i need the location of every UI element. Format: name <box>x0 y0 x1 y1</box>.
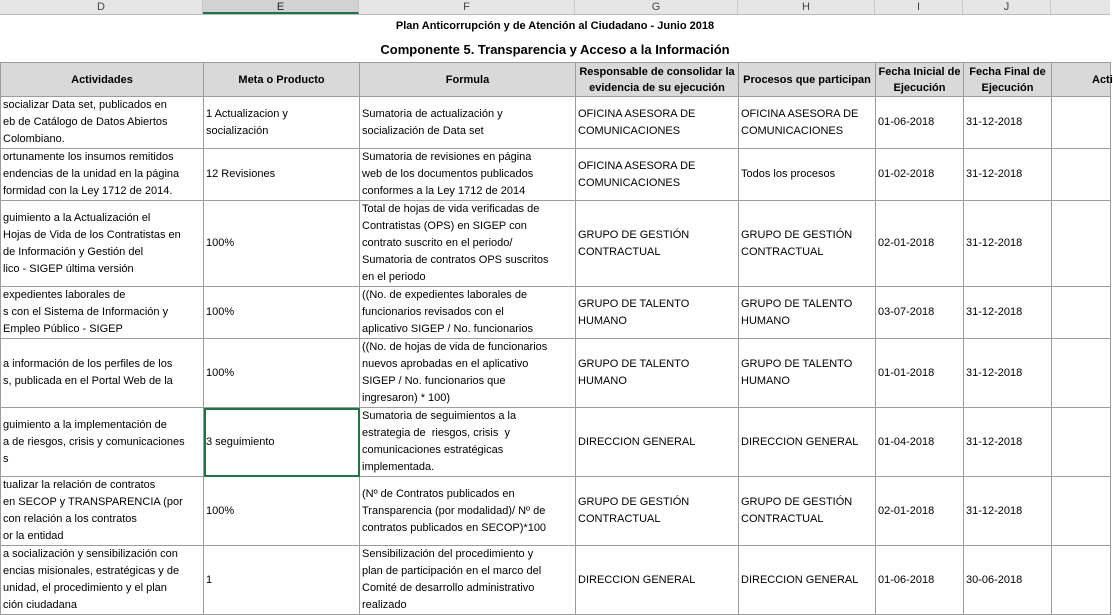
cell-responsable[interactable]: GRUPO DE GESTIÓN CONTRACTUAL <box>576 201 739 287</box>
cell-formula[interactable]: Sensibilización del procedimiento y plan de participación en el marco del Comité de desarrollo administrativo realizado <box>360 546 576 615</box>
cell-fecha-final[interactable]: 30-06-2018 <box>964 546 1052 615</box>
cell-empty[interactable] <box>1052 477 1111 546</box>
cell-responsable[interactable]: DIRECCION GENERAL <box>576 408 739 477</box>
cell-empty[interactable] <box>1052 287 1111 339</box>
cell-procesos[interactable]: DIRECCION GENERAL <box>739 408 876 477</box>
cell-fecha-inicial[interactable]: 01-04-2018 <box>876 408 964 477</box>
cell-responsable[interactable]: GRUPO DE TALENTO HUMANO <box>576 339 739 408</box>
header-meta[interactable]: Meta o Producto <box>204 63 360 97</box>
sheet-title[interactable]: Plan Anticorrupción y de Atención al Ciudadano - Junio 2018 <box>395 20 715 32</box>
cell-fecha-final[interactable]: 31-12-2018 <box>964 287 1052 339</box>
cell-fecha-final[interactable]: 31-12-2018 <box>964 201 1052 287</box>
header-responsable[interactable]: Responsable de consolidar la evidencia de su ejecución <box>576 63 739 97</box>
table-row <box>1 201 1111 287</box>
header-fecha-inicial[interactable]: Fecha Inicial de Ejecución <box>876 63 964 97</box>
table-row <box>1 97 1111 149</box>
cell-empty[interactable] <box>1052 339 1111 408</box>
cell-meta[interactable]: 1 <box>204 546 360 615</box>
cell-responsable[interactable]: GRUPO DE TALENTO HUMANO <box>576 287 739 339</box>
cell-meta-selected[interactable]: 3 seguimiento <box>204 408 360 477</box>
cell-procesos[interactable]: DIRECCION GENERAL <box>739 546 876 615</box>
cell-fecha-final[interactable]: 31-12-2018 <box>964 339 1052 408</box>
cell-fecha-inicial[interactable]: 01-02-2018 <box>876 149 964 201</box>
cell-actividad[interactable]: socializar Data set, publicados en eb de Catálogo de Datos Abiertos Colombiano. <box>1 97 204 149</box>
cell-formula[interactable]: Sumatoria de actualización y socialización de Data set <box>360 97 576 149</box>
cell-responsable[interactable]: DIRECCION GENERAL <box>576 546 739 615</box>
cell-formula[interactable]: Sumatoria de revisiones en página web de los documentos publicados conformes a la Ley 1712 de 2014 <box>360 149 576 201</box>
column-header-j[interactable]: J <box>963 0 1051 14</box>
cell-empty[interactable] <box>1052 97 1111 149</box>
header-row <box>1 63 1111 97</box>
cell-fecha-final[interactable]: 31-12-2018 <box>964 97 1052 149</box>
cell-empty[interactable] <box>1052 149 1111 201</box>
header-fecha-final[interactable]: Fecha Final de Ejecución <box>964 63 1052 97</box>
cell-formula[interactable]: (Nº de Contratos publicados en Transparencia (por modalidad)/ Nº de contratos publicados en SECOP)*100 <box>360 477 576 546</box>
table-row <box>1 546 1111 615</box>
table-row <box>1 477 1111 546</box>
cell-fecha-final[interactable]: 31-12-2018 <box>964 408 1052 477</box>
cell-fecha-inicial[interactable]: 02-01-2018 <box>876 477 964 546</box>
cell-formula[interactable]: ((No. de hojas de vida de funcionarios nuevos aprobadas en el aplicativo SIGEP / No. funcionarios que ingresaron) * 100) <box>360 339 576 408</box>
cell-actividad[interactable]: guimiento a la Actualización el Hojas de Vida de los Contratistas en de Información y Gestión del lico - SIGEP última versión <box>1 201 204 287</box>
table-row <box>1 149 1111 201</box>
column-header-i[interactable]: I <box>875 0 963 14</box>
cell-procesos[interactable]: Todos los procesos <box>739 149 876 201</box>
header-procesos[interactable]: Procesos que participan <box>739 63 876 97</box>
cell-meta[interactable]: 12 Revisiones <box>204 149 360 201</box>
cell-fecha-inicial[interactable]: 02-01-2018 <box>876 201 964 287</box>
cell-meta[interactable]: 1 Actualizacion y socialización <box>204 97 360 149</box>
cell-actividad[interactable]: tualizar la relación de contratos en SECOP y TRANSPARENCIA (por con relación a los contratos or la entidad <box>1 477 204 546</box>
table-row <box>1 287 1111 339</box>
header-actividades[interactable]: Actividades <box>1 63 204 97</box>
table-row <box>1 408 1111 477</box>
cell-responsable[interactable]: GRUPO DE GESTIÓN CONTRACTUAL <box>576 477 739 546</box>
cell-fecha-inicial[interactable]: 01-06-2018 <box>876 546 964 615</box>
column-header-e[interactable]: E <box>203 0 359 14</box>
cell-meta[interactable]: 100% <box>204 287 360 339</box>
cell-empty[interactable] <box>1052 408 1111 477</box>
cell-procesos[interactable]: OFICINA ASESORA DE COMUNICACIONES <box>739 97 876 149</box>
cell-meta[interactable]: 100% <box>204 477 360 546</box>
column-header-f[interactable]: F <box>359 0 575 14</box>
table-row <box>1 339 1111 408</box>
header-formula[interactable]: Formula <box>360 63 576 97</box>
cell-procesos[interactable]: GRUPO DE GESTIÓN CONTRACTUAL <box>739 477 876 546</box>
cell-formula[interactable]: ((No. de expedientes laborales de funcionarios revisados con el aplicativo SIGEP / No. funcionarios <box>360 287 576 339</box>
cell-empty[interactable] <box>1052 546 1111 615</box>
cell-formula[interactable]: Sumatoria de seguimientos a la estrategia de riesgos, crisis y comunicaciones estratégicas implementada. <box>360 408 576 477</box>
spreadsheet-grid <box>0 62 1111 615</box>
cell-actividad[interactable]: a socialización y sensibilización con encias misionales, estratégicas y de unidad, el procedimiento y el plan ción ciudadana <box>1 546 204 615</box>
column-header-h[interactable]: H <box>738 0 875 14</box>
header-acti[interactable]: Acti <box>1052 63 1111 97</box>
cell-fecha-final[interactable]: 31-12-2018 <box>964 149 1052 201</box>
cell-responsable[interactable]: OFICINA ASESORA DE COMUNICACIONES <box>576 97 739 149</box>
component-title[interactable]: Componente 5. Transparencia y Acceso a la Información <box>380 42 730 57</box>
cell-fecha-final[interactable]: 31-12-2018 <box>964 477 1052 546</box>
cell-meta[interactable]: 100% <box>204 201 360 287</box>
column-header-g[interactable]: G <box>575 0 738 14</box>
cell-fecha-inicial[interactable]: 01-06-2018 <box>876 97 964 149</box>
cell-formula[interactable]: Total de hojas de vida verificadas de Contratistas (OPS) en SIGEP con contrato suscrito en el periodo/ Sumatoria de contratos OPS suscritos en el periodo <box>360 201 576 287</box>
column-header-bar <box>0 0 1110 15</box>
cell-actividad[interactable]: a información de los perfiles de los s, publicada en el Portal Web de la <box>1 339 204 408</box>
cell-procesos[interactable]: GRUPO DE TALENTO HUMANO <box>739 287 876 339</box>
cell-meta[interactable]: 100% <box>204 339 360 408</box>
cell-actividad[interactable]: expedientes laborales de s con el Sistema de Información y Empleo Público - SIGEP <box>1 287 204 339</box>
cell-empty[interactable] <box>1052 201 1111 287</box>
cell-actividad[interactable]: guimiento a la implementación de a de riesgos, crisis y comunicaciones s <box>1 408 204 477</box>
cell-fecha-inicial[interactable]: 03-07-2018 <box>876 287 964 339</box>
cell-procesos[interactable]: GRUPO DE GESTIÓN CONTRACTUAL <box>739 201 876 287</box>
cell-procesos[interactable]: GRUPO DE TALENTO HUMANO <box>739 339 876 408</box>
column-header-d[interactable]: D <box>0 0 203 14</box>
cell-fecha-inicial[interactable]: 01-01-2018 <box>876 339 964 408</box>
cell-actividad[interactable]: ortunamente los insumos remitidos endencias de la unidad en la página formidad con la Ley 1712 de 2014. <box>1 149 204 201</box>
cell-responsable[interactable]: OFICINA ASESORA DE COMUNICACIONES <box>576 149 739 201</box>
